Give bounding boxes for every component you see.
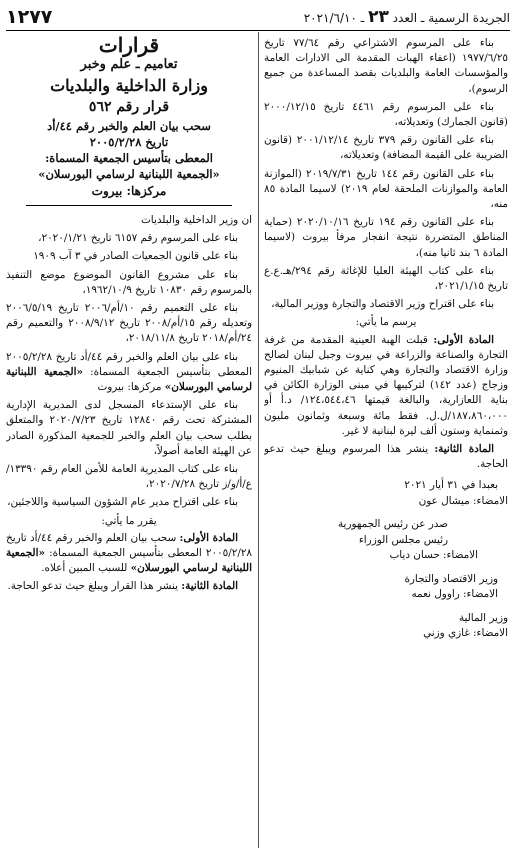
decides-heading: يقرر ما يأتي: xyxy=(101,514,157,527)
issue-date: ـ ٢٠٢١/٦/١٠ xyxy=(303,11,365,25)
issued-by: صدر عن رئيس الجمهورية xyxy=(337,518,448,531)
article-2 xyxy=(6,579,252,594)
ministry-heading: وزارة الداخلية والبلديات xyxy=(50,76,208,96)
preamble-clause: بناء على المرسوم رقم ٤٤٦١ تاريخ ٢٠٠٠/١٢/١٥ (قانون الجمارك) وتعديلاته، xyxy=(264,100,508,129)
decision-line: المعطى بتأسيس الجمعية المسماة: xyxy=(45,150,213,165)
preamble-clause: بناء على قانون الجمعيات الصادر في ٣ آب ١٩٠٩ xyxy=(33,250,238,263)
section-subtitle: تعاميم ـ علم وخبر xyxy=(80,57,178,73)
econ-minister-signature: الامضاء: راوول نعمه xyxy=(411,588,498,601)
decision-line: تاريخ ٢٠٠٥/٢/٢٨ xyxy=(89,134,169,149)
preamble-clause: بناء على اقتراح وزير الاقتصاد والتجارة ووزير المالية، xyxy=(271,298,494,311)
association-name: «الجمعية اللبنانية لرسامي البورسلان» xyxy=(6,547,252,575)
preamble-clause: بناء على كتاب المديرية العامة للأمن العام رقم ١٣٣٩٠/ع/أ/و/ز تاريخ ٢٠٢٠/٧/٢٨، xyxy=(6,463,252,491)
decision-line: سحب بيان العلم والخبر رقم ٤٤/أد xyxy=(47,118,211,133)
gazette-title: الجريدة الرسمية ـ العدد xyxy=(392,11,510,25)
association-name: «الجمعية اللبنانية لرسامي البورسلان» xyxy=(38,166,220,181)
pm-signature: الامضاء: حسان دياب xyxy=(389,549,478,562)
preamble-clause-text: بناء على بيان العلم والخبر رقم ٤٤/أد تاريخ ٢٠٠٥/٢/٢٨ المعطى بتأسيس الجمعية المسماة: xyxy=(6,350,252,378)
signature-block xyxy=(264,478,508,642)
president-signature: الامضاء: ميشال عون xyxy=(418,494,508,507)
right-column xyxy=(264,36,508,850)
decree-heading: يرسم ما يأتي: xyxy=(355,316,417,329)
preamble-clause: بناء على الإستدعاء المسجل لدى المديرية الإدارية المشتركة تحت رقم ١٢٨٤٠ تاريخ ٢٠٢٠/٧/٢٣ والمتعلق بطلب سحب بيان العلم والخبر للجمعية المذكورة الصادر عن الهيئة العامة أصولاً، xyxy=(6,399,252,457)
preamble-clause: بناء على القانون رقم ٣٧٩ تاريخ ٢٠٠١/١٢/١٤ (قانون الضريبة على القيمة المضافة) وتعديلاته، xyxy=(264,134,508,162)
preamble-clause: بناء على مشروع القانون الموضوع موضع التنفيذ بالمرسوم رقم ١٠٨٣٠ تاريخ ١٩٦٢/١٠/٩، xyxy=(6,268,252,296)
article-1-tail: للسبب المبين أعلاه. xyxy=(41,562,128,575)
article-2-label: المادة الثانية: xyxy=(181,580,238,593)
page-number: ١٢٧٧ xyxy=(6,6,53,28)
gazette-issue-line xyxy=(304,7,510,27)
issue-number: ٢٣ xyxy=(368,7,389,27)
finance-minister-signature: الامضاء: غازي وزني xyxy=(423,627,508,640)
preamble-clause: بناء على القانون رقم ١٩٤ تاريخ ٢٠٢٠/١٠/١٦ (حماية المناطق المتضررة نتيجة انفجار مرفأ بيروت (لاسيما المادة ٦ بند ثانيا منه)، xyxy=(264,216,508,259)
preamble-clause: بناء على التعميم رقم ١٠/أم/٢٠٠٦ تاريخ ٢٠٠٦/٥/١٩ وتعديله رقم ١٥/أم/٢٠٠٨ تاريخ ٢٠٠٨/٩/١٢ والتعميم رقم ٢٤/أم/٢٠١٨ تاريخ ٢٠١٨/١١/٨، xyxy=(6,302,252,345)
association-hq: مركزها: بيروت xyxy=(97,381,162,394)
association-hq: مركزها: بيروت xyxy=(91,183,167,198)
article-1 xyxy=(6,531,252,577)
preamble-clause: بناء على كتاب الهيئة العليا للإغاثة رقم ٢٩٤/هـ.ع.ع تاريخ ٢٠٢١/١/١٥، xyxy=(264,264,508,293)
pm-title: رئيس مجلس الوزراء xyxy=(358,533,448,546)
column-divider xyxy=(258,32,259,848)
decision-number: قرار رقم ٥٦٢ xyxy=(88,98,170,115)
article-2-text: ينشر هذا القرار ويبلغ حيث تدعو الحاجة. xyxy=(7,580,178,593)
article-2-text: ينشر هذا المرسوم ويبلغ حيث تدعو الحاجة. xyxy=(264,443,508,471)
left-column xyxy=(6,36,252,850)
article-1-label: المادة الأولى: xyxy=(179,531,238,544)
article-2 xyxy=(264,442,508,472)
preamble-clause xyxy=(6,350,252,396)
preamble-clause: بناء على القانون رقم ١٤٤ تاريخ ٢٠١٩/٧/٣١ (الموازنة العامة والموازنات الملحقة لعام ٢٠١٩) لاسيما المادة ٨٥ منه، xyxy=(264,167,508,211)
association-name: «الجمعية اللبنانية لرسامي البورسلان» xyxy=(6,365,252,394)
article-1-label: المادة الأولى: xyxy=(433,333,494,346)
finance-minister-title: وزير المالية xyxy=(458,611,508,624)
article-1 xyxy=(264,333,508,439)
article-1-text: قبلت الهبة العينية المقدمة من غرفة التجارة والصناعة والزراعة في بيروت وجبل لبنان لصالح وزارة الاقتصاد والتجارة وهي كناية عن شبابيك المنيوم وزجاج (عدد ١٤٢) لتركيبها في مبنى الوزارة الكائن في بناية اللعازارية، والبالغة قيمتها ١٢٤،٥٤٤،٤٦/ د.أ أو ١٨٧،٨٦٠،٠٠٠/ل.ل. فقط مائة وسبعة وثمانون مليون وثمنماية وستون ألف ليرة لبنانية لا غير. xyxy=(264,333,508,437)
page-header xyxy=(6,4,510,31)
preamble-clause: بناء على المرسوم رقم ٦١٥٧ تاريخ ٢٠٢٠/١/٢١، xyxy=(38,232,238,245)
preamble-clause: بناء على المرسوم الاشتراعي رقم ٧٧/٦٤ تاريخ ١٩٧٧/٦/٢٥ (اعفاء الهبات المقدمة الى الادارات العامة والمؤسسات العامة والبلديات بقصد المساعدة من جميع الرسوم)، xyxy=(264,37,508,95)
article-1-text: سحب بيان العلم والخبر رقم ٤٤/أد تاريخ ٢٠٠٥/٢/٢٨ المعطى بتأسيس الجمعية المسماة: xyxy=(6,531,252,560)
section-title: قرارات xyxy=(98,36,160,57)
econ-minister-title: وزير الاقتصاد والتجارة xyxy=(404,572,498,585)
decision-intro: ان وزير الداخلية والبلديات xyxy=(141,214,252,227)
divider xyxy=(26,205,232,207)
signed-date: بعبدا في ٣١ أيار ٢٠٢١ xyxy=(404,479,498,492)
article-2-label: المادة الثانية: xyxy=(434,443,494,456)
preamble-clause: بناء على اقتراح مدير عام الشؤون السياسية واللاجئين، xyxy=(7,496,238,509)
